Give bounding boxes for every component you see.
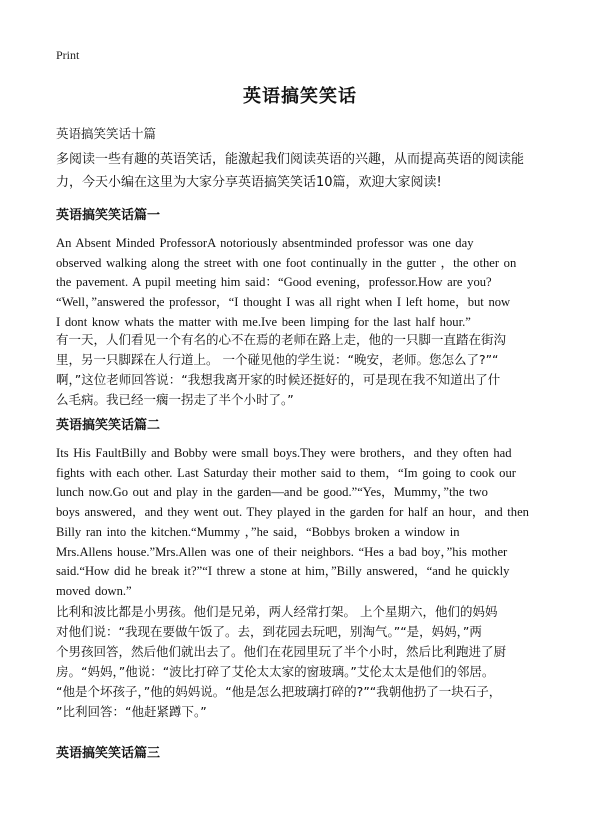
text-line: “他是个坏孩子，”他的妈妈说。“他是怎么把玻璃打碎的?”“我朝他扔了一块石子， [56,684,502,699]
text-line: moved down.” [56,583,132,598]
text-line: 么毛病。我已经一瘸一拐走了半个小时了。” [56,392,294,407]
text-line: fights with each other. Last Saturday their mother said to them，“Im going to cook our [56,465,516,480]
text-line: the pavement. A pupil meeting him said：“Good evening，professor.How are you? [56,275,492,290]
text-line: I dont know whats the matter with me.Ive been limping for the last half hour.” [56,314,471,329]
section-heading-3: 英语搞笑笑话篇三 [56,746,161,761]
section-heading-2: 英语搞笑笑话篇二 [56,418,161,433]
print-label[interactable]: Print [56,48,80,62]
text-line: 个男孩回答，然后他们就出去了。他们在花园里玩了半个小时，然后比利跑进了厨 [56,644,507,659]
section-heading-1: 英语搞笑笑话篇一 [56,208,161,223]
text-line: ”比利回答：“他赶紧蹲下。” [56,704,207,719]
section-1-english [56,234,546,333]
text-line: 比利和波比都是小男孩。他们是兄弟，两人经常打架。 上个星期六，他们的妈妈 [56,604,498,619]
section-2-chinese [56,602,548,722]
text-line: Billy ran into the kitchen.“Mummy ，”he said，“Bobbys broken a window in [56,524,460,539]
text-line: 里，另一只脚踩在人行道上。 一个碰见他的学生说：“晚安，老师。您怎么了?”“ [56,352,499,367]
text-line: 啊，”这位老师回答说：“我想我离开家的时候还挺好的，可是现在我不知道出了什 [56,372,501,387]
text-line: observed walking along the street with one foot continually in the gutter ，the other on [56,255,517,270]
text-line: Mrs.Allens house.”Mrs.Allen was one of their neighbors. “Hes a bad boy，”his mother [56,544,508,559]
section-1-chinese [56,330,548,410]
text-line: An Absent Minded ProfessorA notoriously absentminded professor was one day [56,236,474,250]
text-line: boys answered，and they went out. They played in the garden for half an hour，and then [56,505,529,520]
intro-paragraph: 多阅读一些有趣的英语笑话，能激起我们阅读英语的兴趣，从而提高英语的阅读能力，今天小编在这里为大家分享英语搞笑笑话10篇，欢迎大家阅读! [56,152,525,190]
text-line: 房。“妈妈，”他说：“波比打碎了艾伦太太家的窗玻璃。”艾伦太太是他们的邻居。 [56,664,495,679]
text-line: “Well，”answered the professor，“I thought I was all right when I left home，but now [56,295,511,310]
section-2-english [56,444,546,602]
page-subtitle: 英语搞笑笑话十篇 [56,126,157,141]
page-title: 英语搞笑笑话 [243,86,357,107]
text-line: lunch now.Go out and play in the garden—and be good.”“Yes，Mummy，”the two [56,485,488,500]
text-line: 有一天，人们看见一个有名的心不在焉的老师在路上走，他的一只脚一直踏在街沟 [56,332,507,347]
text-line: 对他们说：“我现在要做午饭了。去，到花园去玩吧，别淘气。”“是，妈妈，”两 [56,624,482,639]
text-line: Its His FaultBilly and Bobby were small boys.They were brothers，and they often had [56,446,512,460]
text-line: said.“How did he break it?”“I threw a stone at him，”Billy answered，“and he quickly [56,564,510,579]
